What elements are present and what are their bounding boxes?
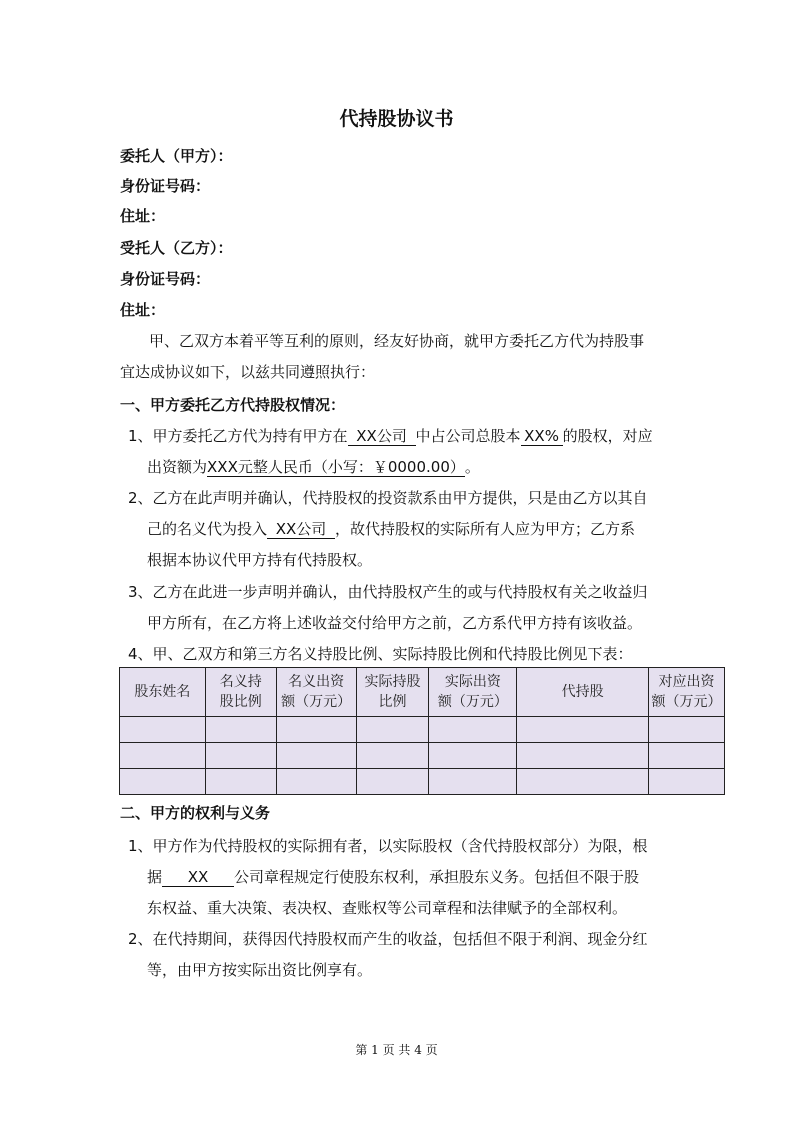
text: 。: [464, 458, 480, 476]
header-actual-ratio: 实际持股 比例: [356, 668, 429, 717]
header-nominal-capital: 名义出资 额（万元）: [276, 668, 356, 717]
header-actual-capital: 实际出资 额（万元）: [429, 668, 517, 717]
table-cell[interactable]: [120, 717, 206, 743]
table-cell[interactable]: [649, 743, 725, 769]
table-cell[interactable]: [276, 743, 356, 769]
table-cell[interactable]: [649, 769, 725, 795]
table-row: [120, 743, 725, 769]
table-header-row: [120, 668, 725, 717]
table-cell[interactable]: [120, 769, 206, 795]
table-cell[interactable]: [429, 769, 517, 795]
underlined-amount: XXX元整人民币（小写：￥0000.00）: [207, 458, 465, 476]
table-cell[interactable]: [517, 717, 649, 743]
table-cell[interactable]: [429, 717, 517, 743]
party-b-label: 受托人（乙方）：: [120, 239, 233, 257]
preamble-line-1: 甲、乙双方本着平等互利的原则，经友好协商，就甲方委托乙方代为持股事: [149, 332, 645, 350]
section-2-heading: 二、甲方的权利与义务: [120, 804, 271, 822]
section-2-item-1-line-3: 东权益、重大决策、表决权、查账权等公司章程和法律赋予的全部权利。: [147, 899, 628, 917]
header-nominal-ratio: 名义持 股比例: [205, 668, 276, 717]
table-cell[interactable]: [205, 717, 276, 743]
section-2-item-1-line-2: [147, 867, 639, 887]
section-1-item-2-line-1: 2、乙方在此声明并确认，代持股权的投资款系由甲方提供，只是由乙方以其自: [128, 489, 648, 507]
table-cell[interactable]: [429, 743, 517, 769]
page-footer: 第 1 页 共 4 页: [355, 1043, 438, 1057]
text: 的股权，对应: [562, 427, 653, 445]
section-2-item-1-line-1: 1、甲方作为代持股权的实际拥有者，以实际股权（含代持股权部分）为限，根: [128, 837, 648, 855]
party-a-id-label: 身份证号码：: [120, 177, 211, 195]
section-2-item-2-line-1: 2、在代持期间，获得因代持股权而产生的收益，包括但不限于利润、现金分红: [128, 930, 648, 948]
section-1-item-1-line-1: [128, 426, 653, 446]
party-b-id-label: 身份证号码：: [120, 270, 211, 288]
table-cell[interactable]: [205, 743, 276, 769]
section-1-item-2-line-2: [147, 519, 635, 539]
section-1-item-3-line-1: 3、乙方在此进一步声明并确认，由代持股权产生的或与代持股权有关之收益归: [128, 583, 648, 601]
preamble-line-2: 宜达成协议如下，以兹共同遵照执行：: [120, 363, 376, 381]
section-1-item-3-line-2: 甲方所有，在乙方将上述收益交付给甲方之前，乙方系代甲方持有该收益。: [147, 614, 643, 632]
text: 出资额为: [147, 458, 208, 476]
header-shareholder-name: 股东姓名: [120, 668, 206, 717]
table-row: [120, 717, 725, 743]
text: 公司章程规定行使股东权利，承担股东义务。包括但不限于股: [234, 868, 640, 886]
shareholding-table: [119, 667, 725, 795]
text: 己的名义代为投入: [147, 520, 268, 538]
party-b-address-label: 住址：: [120, 301, 166, 319]
section-1-item-1-line-2: [147, 457, 480, 477]
underlined-company: XX公司: [348, 427, 416, 446]
document-title: 代持股协议书: [339, 108, 454, 130]
text: 1、甲方委托乙方代为持有甲方在: [128, 427, 348, 445]
table-cell[interactable]: [276, 769, 356, 795]
table-cell[interactable]: [120, 743, 206, 769]
underlined-company: XX公司: [267, 520, 335, 539]
table-cell[interactable]: [356, 743, 429, 769]
text: 中占公司总股本: [415, 427, 521, 445]
header-corresponding-capital: 对应出资 额（万元）: [649, 668, 725, 717]
text: 据: [147, 868, 163, 886]
table-cell[interactable]: [356, 769, 429, 795]
section-1-item-2-line-3: 根据本协议代甲方持有代持股权。: [147, 551, 373, 569]
section-1-item-4-line-1: 4、甲、乙双方和第三方名义持股比例、实际持股比例和代持股比例见下表：: [128, 645, 633, 663]
table-row: [120, 769, 725, 795]
party-a-address-label: 住址：: [120, 207, 166, 225]
table-cell[interactable]: [356, 717, 429, 743]
underlined-company: XX: [162, 868, 234, 887]
table-cell[interactable]: [276, 717, 356, 743]
table-cell[interactable]: [517, 743, 649, 769]
section-2-item-2-line-2: 等，由甲方按实际出资比例享有。: [147, 961, 373, 979]
header-nominee-shares: 代持股: [517, 668, 649, 717]
section-1-heading: 一、甲方委托乙方代持股权情况：: [120, 396, 346, 414]
table-cell[interactable]: [649, 717, 725, 743]
text: ，故代持股权的实际所有人应为甲方；乙方系: [335, 520, 636, 538]
underlined-percentage: XX%: [521, 427, 563, 446]
table-cell[interactable]: [517, 769, 649, 795]
party-a-label: 委托人（甲方）：: [120, 147, 233, 165]
table-cell[interactable]: [205, 769, 276, 795]
